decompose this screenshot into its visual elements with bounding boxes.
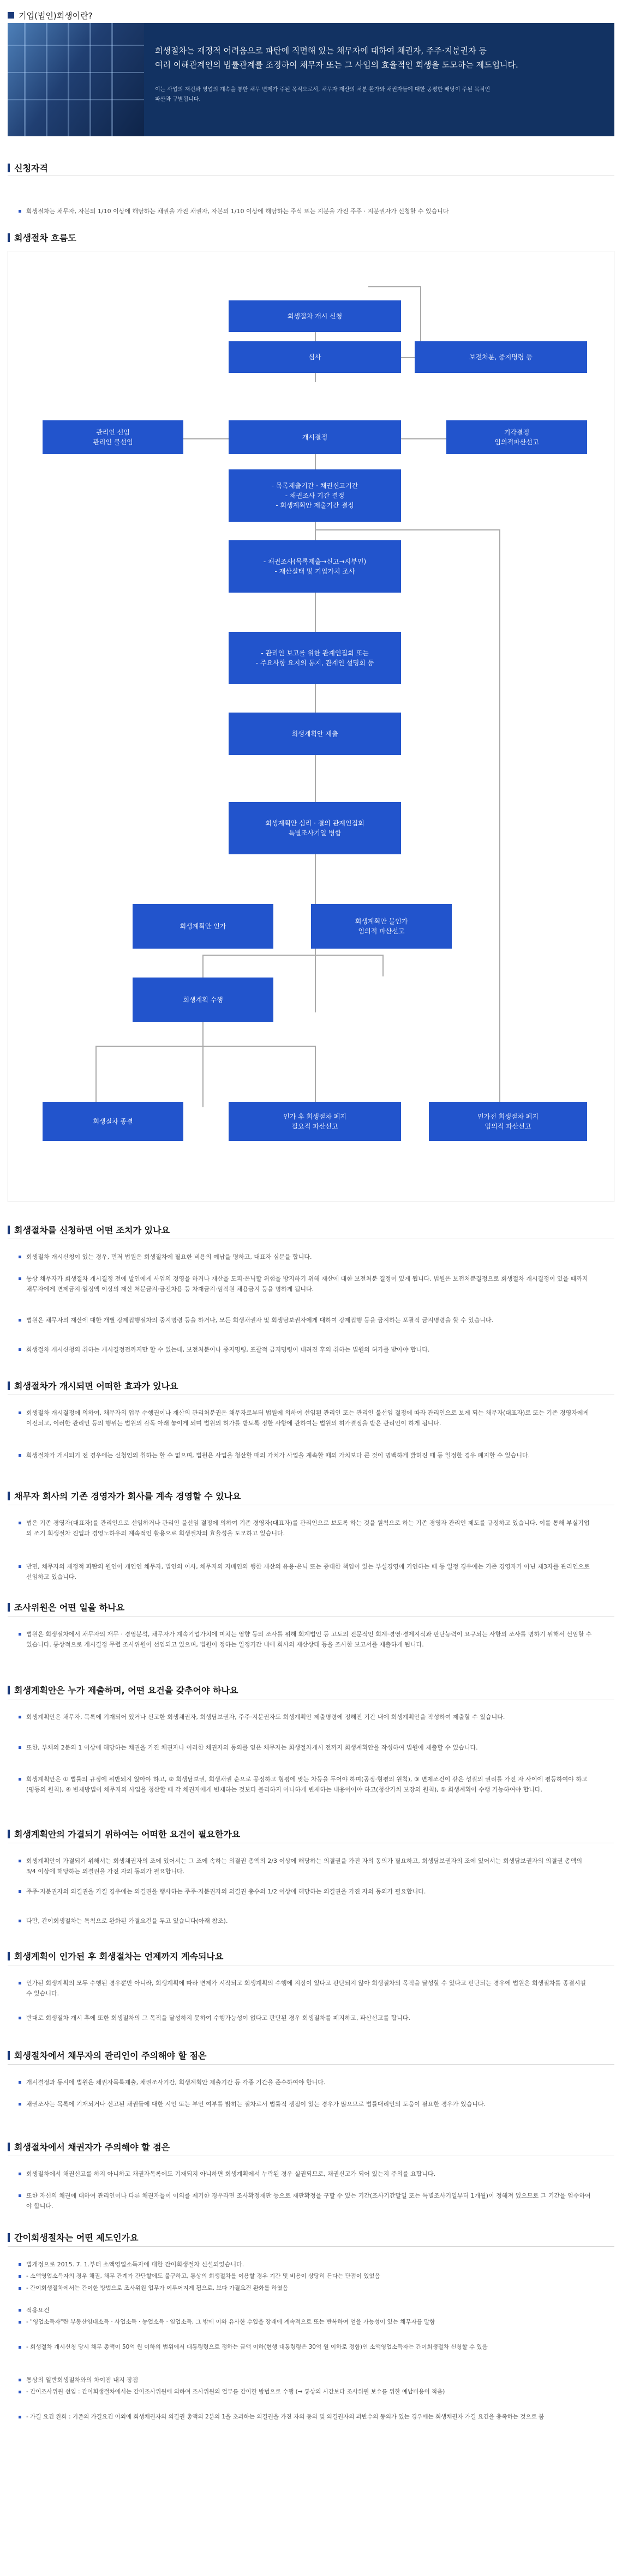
flow-node-post-approval-abolition [229, 1102, 401, 1141]
bullet-item: 회생절차 개시신청의 취하는 개시결정전까지만 할 수 있는데, 보전처분이나 중지명령, 포괄적 금지명령이 내려진 후의 취하는 법원의 허가를 받아야 합니다. [26, 1344, 594, 1355]
section-title: 회생계획이 인가된 후 회생절차는 언제까지 계속되나요 [14, 1951, 224, 1962]
bullet-item: 또한, 부채의 2분의 1 이상에 해당하는 채권을 가진 채권자나 이러한 채권자의 동의를 얻은 채무자는 회생절차개시 전까지 회생계획안을 작성하여 법원에 제출할 수 있습니다. [26, 1742, 594, 1753]
section-bar-icon [8, 1226, 10, 1234]
bullet-item: 법원은 채무자의 재산에 대한 개별 강제집행절차의 중지명령 등을 하거나, 모든 회생채권자 및 회생담보권자에게 대하여 강제집행 등을 금지하는 포괄적 금지명령을 할 수 있습니다. [26, 1315, 594, 1325]
section-title: 조사위원은 어떤 일을 하나요 [14, 1602, 125, 1613]
bullet-item: 채권조사는 목록에 기재되거나 신고된 채권들에 대한 시인 또는 부인 여부를 밝히는 절차로서 법률적 쟁점이 있는 경우가 많으므로 법률대리인의 도움이 필요한 경우가 있습니다. [26, 2099, 594, 2109]
flow-node-label: - 목록제출기간 · 채권신고기간 [271, 482, 358, 490]
flow-node-execution [133, 978, 273, 1022]
bullet-item: 회생절차에서 채권신고를 하지 아니하고 채권자목록에도 기재되지 아니하면 회생계획에서 누락된 경우 실권되므로, 채권신고가 되어 있는지 주의를 요합니다. [26, 2169, 594, 2179]
flow-node-label: 관리인 불선임 [93, 438, 133, 446]
section-title: 회생절차에서 채권자가 주의해야 할 점은 [14, 2142, 170, 2152]
sub-item: - 간이조사위원 선임 : 간이회생절차에서는 간이조사위원에 의하여 조사위원의 업무를 간이한 방법으로 수행 (→ 통상의 시간보다 조사위원 보수를 위한 예납비용이 적음) [26, 2387, 594, 2397]
flow-node-label: 인가전 회생절차 폐지 [477, 1113, 539, 1120]
banner-lead-1: 회생절차는 재정적 어려움으로 파탄에 직면해 있는 채무자에 대하여 채권자, 주주·지분권자 등 [155, 46, 487, 56]
intro-banner [8, 23, 614, 136]
flow-node-claim-investigation [229, 540, 401, 593]
flow-node-label: 회생계획안 심리 · 결의 관계인집회 [265, 819, 364, 827]
bullet-item: 회생계획안이 가결되기 위해서는 회생채권자의 조에 있어서는 그 조에 속하는 의결권 총액의 2/3 이상에 해당하는 의결권을 가진 자의 동의가 필요하고, 회생담보권자의 조에 있어서는 회생담보권자의 의결권 총액의 3/4 이상에 해당하는 의결권을 가진 자의 동의가 필요합니다. [26, 1856, 594, 1877]
section-title: 회생절차 흐름도 [14, 233, 76, 243]
flow-node-label: 심사 [308, 353, 321, 361]
connector [95, 1046, 97, 1107]
bullet-item: 회생절차는 채무자, 자본의 1/10 이상에 해당하는 채권을 가진 채권자, 자본의 1/10 이상에 해당하는 주식 또는 지분을 가진 주주 · 지분권자가 신청할 수 있습니다 [26, 206, 594, 216]
page-header [8, 8, 93, 23]
flow-node-label: 필요적 파산선고 [291, 1123, 338, 1130]
section-bar-icon [8, 1381, 10, 1390]
section-title: 회생절차를 신청하면 어떤 조치가 있나요 [14, 1225, 170, 1235]
banner-sub-1: 이는 사업의 재건과 영업의 계속을 통한 채무 변제가 주된 목적으로서, 채무자 재산의 처분·환가와 채권자들에 대한 공평한 배당이 주된 목적인 [155, 87, 491, 93]
flow-node-label: 회생절차 개시 신청 [287, 312, 343, 320]
building-image [8, 23, 144, 136]
connector [315, 1046, 316, 1107]
section-bar-icon [8, 1492, 10, 1500]
flow-node-label: 관리인 선임 [96, 429, 130, 436]
section-title: 간이회생절차는 어떤 제도인가요 [14, 2233, 139, 2243]
flow-node-disapproval [311, 904, 452, 949]
bullet-item: 통상 채무자가 회생절차 개시결정 전에 발인에게 사업의 경영을 하거나 재산을 도피·은닉할 위험을 방지하기 위해 재산에 대한 보전처분 결정이 있게 됩니다. 법원은 보전처분결정으로 회생절차 개시결정이 있을 때까지 채무자에게 변제금지·일정액 이상의 재산 처분금지·금전차용 등 차재금지·임직원 채용금지 등을 명하게 됩니다. [26, 1274, 594, 1294]
bullet-item: 회생절차 개시신청이 있는 경우, 먼저 법원은 회생절차에 필요한 비용의 예납을 명하고, 대표자 심문을 합니다. [26, 1252, 594, 1262]
page-title: 기업(법인)회생이란? [19, 10, 93, 21]
bullet-item: 회생절차 개시결정에 의하여, 채무자의 업무 수행권이나 재산의 관리처분권은 채무자로부터 법원에 의하여 선임된 관리인 또는 관리인 불선임 결정에 따라 관리인으로 보게 되는 채무자(대표자)로 또는 기존 경영자에게 이전되고, 이러한 관리인 등의 행위는 법원의 감독 아래 놓이게 되며 법원의 허가를 받도록 정한 사항에 관하여는 법원의 허가결정을 받은 관리인이 하게 됩니다. [26, 1408, 594, 1428]
connector [382, 955, 384, 976]
section-title: 회생계획안은 누가 제출하며, 어떤 요건을 갖추어야 하나요 [14, 1685, 238, 1696]
connector [202, 955, 382, 956]
bullet-item: 다만, 간이회생절차는 특칙으로 완화된 가결요건을 두고 있습니다(아래 참조). [26, 1916, 594, 1926]
section-eligibility [8, 161, 48, 174]
bullet-item: 법원은 회생절차에서 채무자의 재무 · 경영분석, 채무자가 계속기업가치에 미치는 영향 등의 조사를 위해 회계법인 등 고도의 전문적인 회계·경영·경제지식과 판단능력이 요구되는 사항의 조사를 명하기 위해서 선임할 수 있습니다. 통상적으로 개시결정 무렵 조사위원이 선임되고 있으며, 법원이 정하는 일정기간 내에 회사의 재산상태 등을 조사한 보고서를 제출하게 됩니다. [26, 1629, 594, 1650]
section-title: 회생절차에서 채무자의 관리인이 주의해야 할 점은 [14, 2050, 207, 2061]
flow-node-preservation [415, 341, 587, 373]
sub-item: - 회생절차 개시신청 당시 채무 총액이 50억 원 이하의 범위에서 대통령령으로 정하는 금액 이하(현행 대통령령은 30억 원 이하로 정함)인 소액영업소득자는 간이회생절차 신청할 수 있음 [26, 2342, 594, 2352]
connector [315, 529, 500, 530]
section-bar-icon [8, 1830, 10, 1838]
flow-node-label: - 관리인 보고를 위한 관계인집회 또는 [261, 649, 369, 657]
flow-node-label: 기각결정 [504, 429, 530, 436]
section-title: 회생절차가 개시되면 어떠한 효과가 있나요 [14, 1381, 178, 1391]
flow-node-label: 보전처분, 중지명령 등 [469, 353, 533, 361]
section-creditor-notes [8, 2140, 170, 2153]
flow-node-label: - 채권조사(목록제출→신고→시부인) [263, 558, 367, 565]
flow-node-plan-review [229, 802, 401, 854]
flow-node-administrator [43, 420, 183, 454]
connector [368, 286, 421, 287]
section-bar-icon [8, 233, 10, 242]
section-bar-icon [8, 2143, 10, 2151]
flow-node-commencement [229, 420, 401, 454]
bullet-item: 반대로 회생절차 개시 후에 또한 회생절차의 그 목적을 달성하지 못하여 수행가능성이 없다고 판단된 경우 회생절차를 폐지하고, 파산선고를 합니다. [26, 2013, 594, 2023]
flow-node-application [229, 300, 401, 332]
flow-node-label: 임의적 파산선고 [485, 1123, 531, 1130]
sub-item: - 소액영업소득자의 경우 채권, 채무 관계가 간단할에도 불구하고, 통상의 회생절차를 이용할 경우 기간 및 비용이 상당히 든다는 단점이 있었음 [26, 2271, 594, 2282]
flow-node-label: - 채권조사 기간 결정 [285, 492, 345, 499]
flow-node-approval [133, 904, 273, 949]
flow-node-periods [229, 469, 401, 522]
section-investigator [8, 1601, 124, 1613]
flow-node-label: - 회생계획안 제출기간 결정 [276, 502, 354, 509]
flow-node-label: 인가 후 회생절차 폐지 [283, 1113, 346, 1120]
flow-node-plan-submission [229, 713, 401, 755]
sub-item: - 간이회생절차에서는 간이한 방법으로 조사위원 업무가 이루어지게 됨으로, 보다 가결요건 완화를 하였음 [26, 2283, 594, 2294]
flow-node-label: 회생계획안 제출 [291, 730, 338, 738]
section-title: 채무자 회사의 기존 경영자가 회사를 계속 경영할 수 있나요 [14, 1491, 241, 1501]
section-bar-icon [8, 1686, 10, 1694]
flow-node-label: 특별조사기일 병합 [288, 829, 342, 837]
section-administrator-notes [8, 2049, 206, 2061]
flow-node-label: 회생계획 수행 [183, 996, 223, 1004]
bullet-item: 반면, 채무자의 재정적 파탄의 원인이 개인인 채무자, 법인의 이사, 채무자의 지배인의 행한 재산의 유용·은닉 또는 중대한 책임이 있는 부실경영에 기인하는 때 등 일정 경우에는 기존 경영자가 아닌 제3자를 관리인으로 선임하고 있습니다. [26, 1561, 594, 1582]
flow-node-label: 회생계획안 인가 [180, 922, 226, 930]
bullet-item: 개시결정과 동시에 법원은 채권자목록제출, 채권조사기간, 회생계획안 제출기간 등 각종 기간을 준수하여야 합니다. [26, 2077, 594, 2088]
divider [8, 2064, 614, 2065]
bullet-item: 통상의 일반회생절차와의 차이점 내지 장점 [26, 2375, 594, 2385]
section-application-measures [8, 1223, 170, 1236]
section-plan-adoption [8, 1827, 240, 1840]
section-flowchart [8, 231, 76, 244]
bullet-item: 법은 기존 경영자(대표자)를 관리인으로 선임하거나 관리인 불선임 결정에 의하여 기존 경영자(대표자)를 관리인으로 보도록 하는 것을 원칙으로 하는 기존 경영자 관리인 제도를 규정하고 있습니다. 이를 통해 부실기업의 조기 회생절차 진입과 경영노하우의 계속적인 활용으로 회생절차의 효율성을 도모하고 있습니다. [26, 1518, 594, 1539]
flow-node-label: - 주요사항 요지의 통지, 관계인 설명회 등 [255, 659, 374, 667]
section-bar-icon [8, 164, 10, 172]
section-bar-icon [8, 1603, 10, 1612]
flow-node-termination [43, 1102, 183, 1141]
section-title: 회생계획안의 가결되기 위하여는 어떠한 요건이 필요한가요 [14, 1829, 241, 1839]
section-existing-management [8, 1489, 241, 1502]
divider [8, 2246, 614, 2247]
bullet-item: 또한 자신의 채권에 대하여 관리인이나 다른 채권자들이 이의를 제기한 경우라면 조사확정재판 등으로 재판확정을 구할 수 있는 기간(조사기간말일 또는 특별조사기일부터 1개월)이 정해져 있으므로 그 기간을 엄수하여야 합니다. [26, 2191, 594, 2211]
section-bar-icon [8, 1952, 10, 1960]
flow-node-label: 회생절차 종결 [93, 1118, 133, 1125]
sub-item: - 가결 요건 완화 : 기존의 가결요건 이외에 회생채권자의 의결권 총액의 2분의 1을 초과하는 의결권을 가진 자의 동의 및 의결권자의 과반수의 동의가 있는 경우에는 회생채권자 가결 요건을 충족하는 것으로 봄 [26, 2412, 594, 2422]
section-post-approval [8, 1950, 223, 1962]
bullet-item: 주주·지분권자의 의결권을 가질 경우에는 의결권을 행사하는 주주·지분권자의 의결권 총수의 1/2 이상에 해당하는 의결권을 가진 자의 동의가 필요합니다. [26, 1886, 594, 1897]
bullet-item: 회생절차가 개시되기 전 경우에는 신청인의 취하는 할 수 없으며, 법원은 사업을 청산할 때의 가치가 사업을 계속할 때의 가치보다 큰 것이 명백하게 밝혀진 때 등 일정한 경우 폐지할 수 있습니다. [26, 1450, 594, 1461]
section-title: 신청자격 [14, 163, 48, 173]
section-bar-icon [8, 2233, 10, 2242]
flow-node-label: 임의적파산선고 [494, 438, 539, 446]
flow-node-meeting [229, 632, 401, 684]
banner-sub-2: 파산과 구별됩니다. [155, 96, 201, 102]
section-plan-submission [8, 1684, 238, 1696]
section-commencement-effects [8, 1379, 178, 1392]
bullet-item: 법개정으로 2015. 7. 1.부터 소액영업소득자에 대한 간이회생절차 신설되었습니다. [26, 2259, 594, 2270]
flow-node-review [229, 341, 401, 373]
section-simplified-rehabilitation [8, 2231, 139, 2243]
header-square-icon [8, 12, 14, 19]
flow-node-label: 임의적 파산선고 [358, 927, 405, 935]
connector [95, 1046, 316, 1047]
flow-node-dismissal [446, 420, 587, 454]
flow-node-pre-approval-abolition [429, 1102, 587, 1141]
bullet-item: 회생계획안은 ① 법률의 규정에 위반되지 않아야 하고, ② 회생담보권, 회생채권 순으로 공정하고 형평에 맞는 차등을 두어야 하며(공정·형평의 원칙), ③ 변제조건이 같은 성질의 권리를 가진 자 사이에 평등하여야 하고(평등의 원칙), ④ 변제방법이 채무자의 사업을 청산할 때 각 채권자에게 변제하는 것보다 불리하지 아니하게 변제하는 내용이어야 하고(청산가치 보장의 원칙), ⑤ 회생계획이 수행 가능하여야 합니다. [26, 1774, 594, 1795]
flow-node-label: - 재산실태 및 기업가치 조사 [274, 568, 355, 575]
flow-node-label: 개시결정 [302, 433, 328, 441]
banner-lead-2: 여러 이해관계인의 법률관계를 조정하여 채무자 또는 그 사업의 효율적인 회생을 도모하는 제도입니다. [155, 60, 518, 70]
flowchart [8, 251, 614, 1202]
connector [499, 529, 500, 1107]
bullet-item: 회생계획안은 채무자, 목록에 기재되어 있거나 신고한 회생채권자, 회생담보권자, 주주·지분권자도 회생계획안 제출명령에 정해진 기간 내에 회생계획안을 작성하여 제출할 수 있습니다. [26, 1712, 594, 1722]
bullet-item: 인가된 회생계획의 모두 수행된 경우뿐만 아니라, 회생계획에 따라 변제가 시작되고 회생계획의 수행에 지장이 있다고 판단되지 않아 회생절차의 목적을 달성할 수 있다고 판단되는 경우에 법원은 회생절차를 종결시킬 수 있습니다. [26, 1978, 594, 1999]
bullet-item: 적용요건 [26, 2305, 594, 2315]
flow-node-label: 회생계획안 불인가 [355, 918, 408, 925]
sub-item: - "영업소득자"란 부동산임대소득 · 사업소득 · 농업소득 · 임업소득, 그 밖에 이와 유사한 수입을 장래에 계속적으로 또는 반복하여 얻을 가능성이 있는 채무자를 말함 [26, 2317, 594, 2327]
section-bar-icon [8, 2051, 10, 2060]
